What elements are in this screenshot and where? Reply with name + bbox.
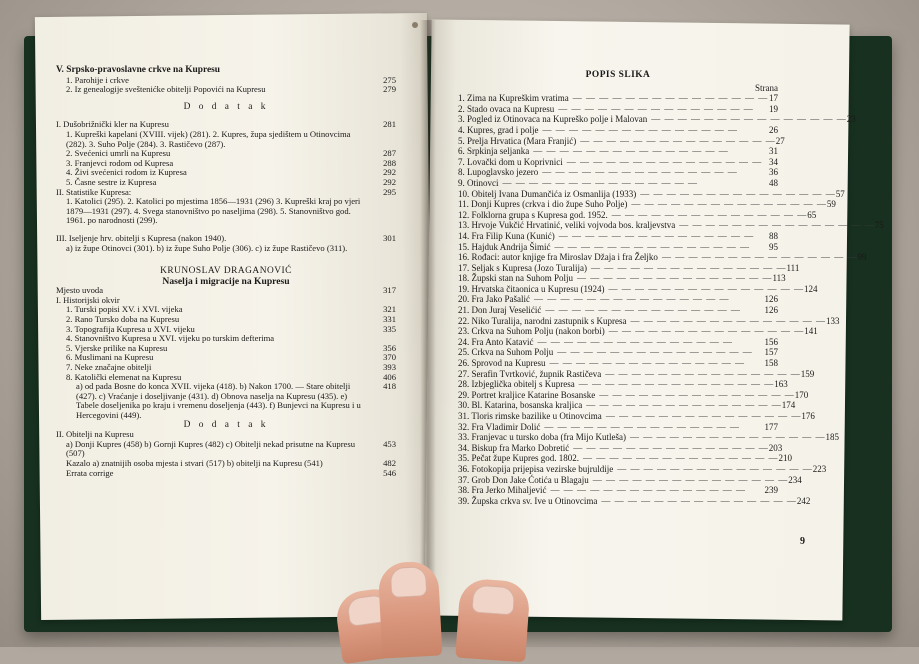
entry-label: 24. Fra Anto Katavić bbox=[458, 336, 534, 347]
list-item bbox=[458, 220, 884, 231]
dash-leader: — — — — — — — — — — — — — — — bbox=[651, 114, 847, 125]
list-item bbox=[458, 326, 818, 337]
entry-page: 48 bbox=[769, 177, 778, 188]
entry-label: 22. Niko Turalija, narodni zastupnik s Kupresa bbox=[458, 315, 627, 326]
dash-leader: — — — — — — — — — — — — — — — bbox=[578, 379, 775, 390]
dash-leader: — — — — — — — — — — — — — — — bbox=[608, 283, 804, 294]
families-title: II. Obitelji na Kupresu bbox=[56, 429, 134, 440]
dash-leader: — — — — — — — — — — — — — — — bbox=[631, 199, 827, 210]
list-item bbox=[458, 400, 796, 411]
entry-label: 30. Bl. Katarina, bosanska kraljica bbox=[458, 400, 583, 411]
list-item bbox=[458, 146, 778, 157]
list-item bbox=[458, 337, 778, 348]
list-item: 6. Muslimani na Kupresu 370 bbox=[66, 352, 396, 363]
entry-label: 29. Portret kraljice Katarine Bosanske bbox=[458, 389, 596, 400]
chapter-title: Naselja i migracije na Kupresu bbox=[162, 275, 290, 287]
list-item bbox=[458, 209, 817, 221]
list-item: 2. Rano Tursko doba na Kupresu 331 bbox=[66, 314, 396, 325]
entry-label: 13. Hrvoje Vukčić Hrvatinić, veliki vojvoda bos. kraljevstva bbox=[458, 220, 676, 231]
entry-label: 18. Župski stan na Suhom Polju bbox=[458, 273, 574, 284]
entry-page: 59 bbox=[826, 199, 836, 210]
entry-page: 17 bbox=[769, 93, 778, 104]
dash-leader: — — — — — — — — — — — — — — — bbox=[608, 326, 805, 337]
dash-leader: — — — — — — — — — — — — — — — bbox=[586, 400, 782, 411]
list-item bbox=[458, 252, 867, 263]
entry-page: 177 bbox=[764, 421, 778, 432]
section-ii-title: II. Statistike Kupresa: 295 bbox=[56, 186, 396, 197]
list-item bbox=[458, 135, 785, 147]
list-item bbox=[458, 273, 786, 284]
entry-page: 34 bbox=[769, 156, 778, 167]
list-item bbox=[458, 495, 811, 507]
list-item bbox=[458, 262, 800, 274]
entry-label: 14. Fra Filip Kuna (Kunić) bbox=[458, 230, 555, 241]
dash-leader: — — — — — — — — — — — — — — — bbox=[582, 453, 779, 464]
dash-leader: — — — — — — — — — — — — — — — bbox=[617, 463, 813, 474]
entry-label: 21. Don Juraj Veselićić bbox=[458, 305, 542, 316]
dash-leader: — — — — — — — — — — — — — — — bbox=[580, 135, 776, 146]
intro-row: Mjesto uvoda 317 bbox=[56, 285, 396, 296]
entry-label: 34. Biskup fra Marko Dobretić bbox=[458, 442, 570, 453]
dash-leader: — — — — — — — — — — — — — — — bbox=[544, 421, 740, 432]
dash-leader: — — — — — — — — — — — — — — — bbox=[557, 347, 753, 358]
finger-middle bbox=[378, 560, 443, 658]
entry-label: 33. Franjevac u tursko doba (fra Mijo Kutleša) bbox=[458, 432, 626, 443]
dash-leader: — — — — — — — — — — — — — — — bbox=[566, 156, 763, 167]
list-item: 5. Vjerske prilike na Kupresu 356 bbox=[66, 342, 396, 353]
list-item: 7. Neke značajne obitelji 393 bbox=[66, 362, 396, 373]
entry-label: 38. Fra Jerko Mihaljević bbox=[458, 485, 547, 496]
entry-label: 23. Crkva na Suhom Polju (nakon borbi) bbox=[458, 326, 605, 337]
page-title: POPIS SLIKA bbox=[585, 70, 651, 80]
entry-page: 99 bbox=[857, 252, 867, 263]
dash-leader: — — — — — — — — — — — — — — — bbox=[679, 220, 875, 231]
bookmark-ribbon bbox=[410, 22, 420, 42]
section-i-title: I. Dušobrižnički kler na Kupresu 281 bbox=[56, 119, 396, 130]
entry-page: 159 bbox=[800, 368, 815, 379]
list-item: 3. Topografija Kupresa u XVI. vijeku 335 bbox=[66, 323, 396, 334]
dash-leader: — — — — — — — — — — — — — — — bbox=[592, 474, 789, 485]
dash-leader: — — — — — — — — — — — — — — — bbox=[601, 495, 797, 506]
entry-page: 75 bbox=[874, 220, 884, 231]
list-item: Errata corrige 546 bbox=[66, 467, 396, 478]
entry-page: 26 bbox=[769, 124, 778, 135]
entry-page: 23 bbox=[846, 114, 856, 125]
section-v-items bbox=[56, 76, 396, 95]
page-number: 9 bbox=[800, 536, 805, 547]
entry-label: 16. Rođaci: autor knjige fra Miroslav Džaja i fra Željko bbox=[458, 252, 658, 263]
left-page-text bbox=[56, 64, 396, 478]
list-item: 4. Stanovništvo Kupresa u XVI. vijeku po turskim defterima bbox=[66, 333, 275, 344]
finger-right bbox=[455, 578, 530, 663]
families-items bbox=[56, 440, 396, 478]
list-item: a) Donji Kupres (458) b) Gornji Kupres (482) c) Obitelji nekad prisutne na Kupresu (507) 453 bbox=[66, 438, 396, 459]
entry-page: 141 bbox=[804, 326, 818, 337]
dash-leader: — — — — — — — — — — — — — — — bbox=[534, 294, 730, 305]
section-i-items bbox=[56, 130, 396, 188]
dash-leader: — — — — — — — — — — — — — — — bbox=[629, 432, 826, 443]
entry-label: 20. Fra Jako Pašalić bbox=[458, 294, 530, 305]
entry-page: 65 bbox=[807, 209, 817, 220]
entry-page: 234 bbox=[788, 474, 802, 485]
dash-leader: — — — — — — — — — — — — — — — bbox=[605, 368, 801, 379]
entry-page: 157 bbox=[764, 347, 778, 358]
entry-page: 174 bbox=[781, 400, 796, 411]
entry-page: 185 bbox=[825, 432, 839, 443]
list-item: Kazalo a) znatnijih osoba mjesta i stvari (517) b) obitelji na Kupresu (541) 482 bbox=[66, 457, 396, 468]
list-item bbox=[458, 199, 836, 210]
entry-label: 10. Obitelj Ivana Dumančića iz Osmanlija (1933) bbox=[458, 188, 637, 199]
entry-page: 176 bbox=[801, 411, 815, 421]
entry-page: 113 bbox=[772, 273, 786, 284]
dash-leader: — — — — — — — — — — — — — — — bbox=[630, 315, 826, 326]
list-item: a) iz župe Otinovci (301). b) iz župe Suho Polje (306). c) iz župe Rastičevo (311). bbox=[66, 242, 348, 253]
entry-label: 2. Stado ovaca na Kupresu bbox=[458, 103, 555, 114]
illustration-list bbox=[458, 93, 884, 506]
entry-label: 17. Seljak s Kupresa (Jozo Turalija) bbox=[458, 262, 587, 273]
list-item bbox=[458, 294, 778, 305]
entry-label: 26. Sprovod na Kupresu bbox=[458, 358, 546, 369]
list-item bbox=[458, 389, 809, 401]
entry-page: 170 bbox=[794, 389, 809, 400]
entry-page: 19 bbox=[769, 103, 778, 114]
list-item bbox=[458, 157, 778, 168]
entry-page: 133 bbox=[825, 315, 840, 326]
entry-label: 6. Srpkinja seljanka bbox=[458, 146, 530, 157]
list-item: 1. Katolici (295). 2. Katolici po mjestima 1856—1931 (296) 3. Kupreški kraj po vjeri 1879—1931 (297). 4. Svega stanovništvo po naseljima (298). 5. Stanovništvo god. 1961. po narodnosti (299). bbox=[66, 196, 361, 226]
dash-leader: — — — — — — — — — — — — — — — bbox=[573, 442, 769, 453]
list-item bbox=[458, 242, 778, 253]
dash-leader: — — — — — — — — — — — — — — — bbox=[611, 209, 808, 220]
dash-leader: — — — — — — — — — — — — — — — bbox=[542, 167, 738, 178]
list-item bbox=[458, 474, 802, 486]
entry-label: 15. Hajduk Andrija Šimić bbox=[458, 241, 551, 252]
entry-page: 223 bbox=[812, 463, 827, 474]
list-item bbox=[458, 315, 840, 327]
dodatak-heading: D o d a t a k bbox=[183, 101, 269, 112]
dash-leader: — — — — — — — — — — — — — — — bbox=[533, 146, 729, 157]
column-header: Strana bbox=[755, 82, 778, 93]
list-item bbox=[458, 167, 778, 178]
section-ii-items bbox=[56, 197, 396, 226]
entry-page: 239 bbox=[764, 485, 778, 496]
entry-page: 163 bbox=[774, 379, 788, 390]
entry-label: 9. Otinovci bbox=[458, 177, 499, 188]
dash-leader: — — — — — — — — — — — — — — — bbox=[590, 262, 787, 273]
list-item bbox=[458, 104, 778, 115]
entry-page: 88 bbox=[769, 230, 778, 241]
entry-page: 57 bbox=[835, 188, 845, 199]
dash-leader: — — — — — — — — — — — — — — — bbox=[661, 252, 858, 263]
section-v-title: V. Srpsko-pravoslavne crkve na Kupresu bbox=[56, 65, 221, 75]
list-item: 2. Svećenici umrli na Kupresu 287 bbox=[66, 148, 396, 159]
entry-label: 7. Lovački dom u Koprivnici bbox=[458, 156, 563, 167]
dash-leader: — — — — — — — — — — — — — — — bbox=[599, 389, 795, 400]
entry-page: 124 bbox=[803, 283, 818, 294]
entry-page: 242 bbox=[796, 495, 811, 506]
dash-leader: — — — — — — — — — — — — — — — bbox=[554, 241, 750, 252]
dash-leader: — — — — — — — — — — — — — — — bbox=[572, 93, 769, 104]
list-item: 2. Iz genealogije sveštenićke obitelji Popovići na Kupresu 279 bbox=[66, 84, 396, 95]
list-item: 4. Živi svećenici rodom iz Kupresa 292 bbox=[66, 167, 396, 178]
dash-leader: — — — — — — — — — — — — — — — bbox=[558, 103, 754, 114]
right-page-text bbox=[458, 70, 884, 506]
dash-leader: — — — — — — — — — — — — — — — bbox=[542, 124, 738, 135]
list-item bbox=[458, 485, 778, 496]
list-item bbox=[458, 442, 783, 454]
author-name: KRUNOSLAV DRAGANOVIĆ bbox=[160, 266, 292, 277]
list-item bbox=[458, 231, 778, 242]
entry-label: 12. Folklorna grupa s Kupresa god. 1952. bbox=[458, 209, 608, 220]
list-item bbox=[458, 411, 815, 422]
list-item bbox=[458, 188, 845, 200]
list-item bbox=[458, 358, 778, 369]
entry-label: 35. Pečat župe Kupres god. 1802. bbox=[458, 453, 579, 464]
list-item: 1. Parohije i crkve 275 bbox=[66, 74, 396, 85]
entry-label: 37. Grob Don Jake Ćotića u Blagaju bbox=[458, 474, 589, 485]
entry-label: 31. Tloris rimske bazilike u Otinovcima bbox=[458, 411, 602, 421]
list-item: 3. Franjevci rodom od Kupresa 288 bbox=[66, 157, 396, 168]
entry-page: 126 bbox=[764, 305, 778, 316]
entry-label: 28. Izbjeglička obitelj s Kupresa bbox=[458, 379, 575, 390]
entry-page: 126 bbox=[764, 294, 778, 305]
dash-leader: — — — — — — — — — — — — — — — bbox=[577, 273, 773, 284]
entry-page: 203 bbox=[768, 442, 783, 453]
dash-leader: — — — — — — — — — — — — — — — bbox=[558, 230, 755, 241]
list-item bbox=[458, 347, 778, 358]
list-item bbox=[458, 125, 778, 136]
list-item bbox=[458, 422, 778, 433]
historical-items bbox=[56, 305, 396, 420]
entry-page: 158 bbox=[764, 358, 778, 369]
list-item: 5. Časne sestre iz Kupresa 292 bbox=[66, 176, 396, 187]
list-item: a) od pada Bosne do konca XVII. vijeka (418). b) Nakon 1700. — Stare obitelji (427). c) Vraćanje i doseljivanje (431). d) Obnova naselja na Kupresu (435). e) Tabele doseljenika po kraju i vremenu doseljenja (443). f) Bunjevci na Kupresu i u Hercegovini (449). 418 bbox=[76, 381, 396, 420]
entry-label: 36. Fotokopija prijepisa vezirske bujruldije bbox=[458, 463, 614, 474]
entry-label: 25. Crkva na Suhom Polju bbox=[458, 347, 554, 358]
dash-leader: — — — — — — — — — — — — — — — bbox=[550, 485, 746, 496]
dash-leader: — — — — — — — — — — — — — — — bbox=[640, 188, 836, 199]
historical-title: I. Historijski okvir bbox=[56, 294, 120, 305]
list-item: 1. Kupreški kapelani (XVIII. vijek) (281). 2. Kupres, župa sjedištem u Otinovcima (282). 3. Suho Polje (284). 3. Rastičevo (287). bbox=[66, 128, 351, 149]
list-item bbox=[458, 178, 778, 189]
dash-leader: — — — — — — — — — — — — — — — bbox=[545, 305, 741, 316]
section-iii-items bbox=[56, 244, 396, 254]
entry-label: 5. Prelja Hrvatica (Mara Franjić) bbox=[458, 135, 577, 146]
entry-page: 95 bbox=[769, 241, 778, 252]
entry-label: 1. Zima na Kupreškim vratima bbox=[458, 93, 569, 104]
entry-page: 156 bbox=[764, 336, 778, 347]
entry-label: 32. Fra Vladimir Dolić bbox=[458, 421, 541, 432]
entry-page: 36 bbox=[769, 167, 778, 178]
entry-label: 4. Kupres, grad i polje bbox=[458, 124, 539, 135]
entry-label: 27. Serafin Tvrtković, župnik Rastičeva bbox=[458, 368, 602, 379]
entry-page: 31 bbox=[769, 146, 778, 157]
book-spine-gutter bbox=[420, 20, 436, 620]
dash-leader: — — — — — — — — — — — — — — — bbox=[605, 411, 802, 421]
entry-label: 11. Donji Kupres (crkva i dio župe Suho Polje) bbox=[458, 199, 628, 210]
list-item bbox=[458, 379, 788, 390]
list-item bbox=[458, 463, 827, 475]
list-item bbox=[458, 368, 815, 380]
list-item bbox=[458, 283, 818, 295]
list-item bbox=[458, 453, 792, 464]
dash-leader: — — — — — — — — — — — — — — — bbox=[549, 358, 745, 369]
list-item bbox=[458, 432, 839, 443]
entry-page: 27 bbox=[775, 135, 785, 146]
section-iii-title: III. Iseljenje hrv. obitelji s Kupresa (nakon 1940). 301 bbox=[56, 232, 396, 243]
entry-page: 111 bbox=[786, 262, 800, 273]
entry-label: 8. Lupoglavsko jezero bbox=[458, 167, 539, 178]
entry-label: 3. Pogled iz Otinovaca na Kupreško polje i Malovan bbox=[458, 114, 648, 125]
list-item: 8. Katolički elemenat na Kupresu 406 bbox=[66, 371, 396, 382]
dodatak-heading-2: D o d a t a k bbox=[183, 419, 269, 430]
entry-page: 210 bbox=[778, 453, 792, 464]
list-item bbox=[458, 114, 856, 125]
list-item bbox=[458, 305, 778, 316]
entry-label: 19. Hrvatska čitaonica u Kupresu (1924) bbox=[458, 283, 605, 294]
dash-leader: — — — — — — — — — — — — — — — bbox=[537, 336, 733, 347]
list-item: 1. Turski popisi XV. i XVI. vijeka 321 bbox=[66, 304, 396, 315]
list-item bbox=[458, 93, 778, 104]
dash-leader: — — — — — — — — — — — — — — — bbox=[502, 177, 698, 188]
entry-label: 39. Župska crkva sv. Ive u Otinovcima bbox=[458, 495, 598, 506]
